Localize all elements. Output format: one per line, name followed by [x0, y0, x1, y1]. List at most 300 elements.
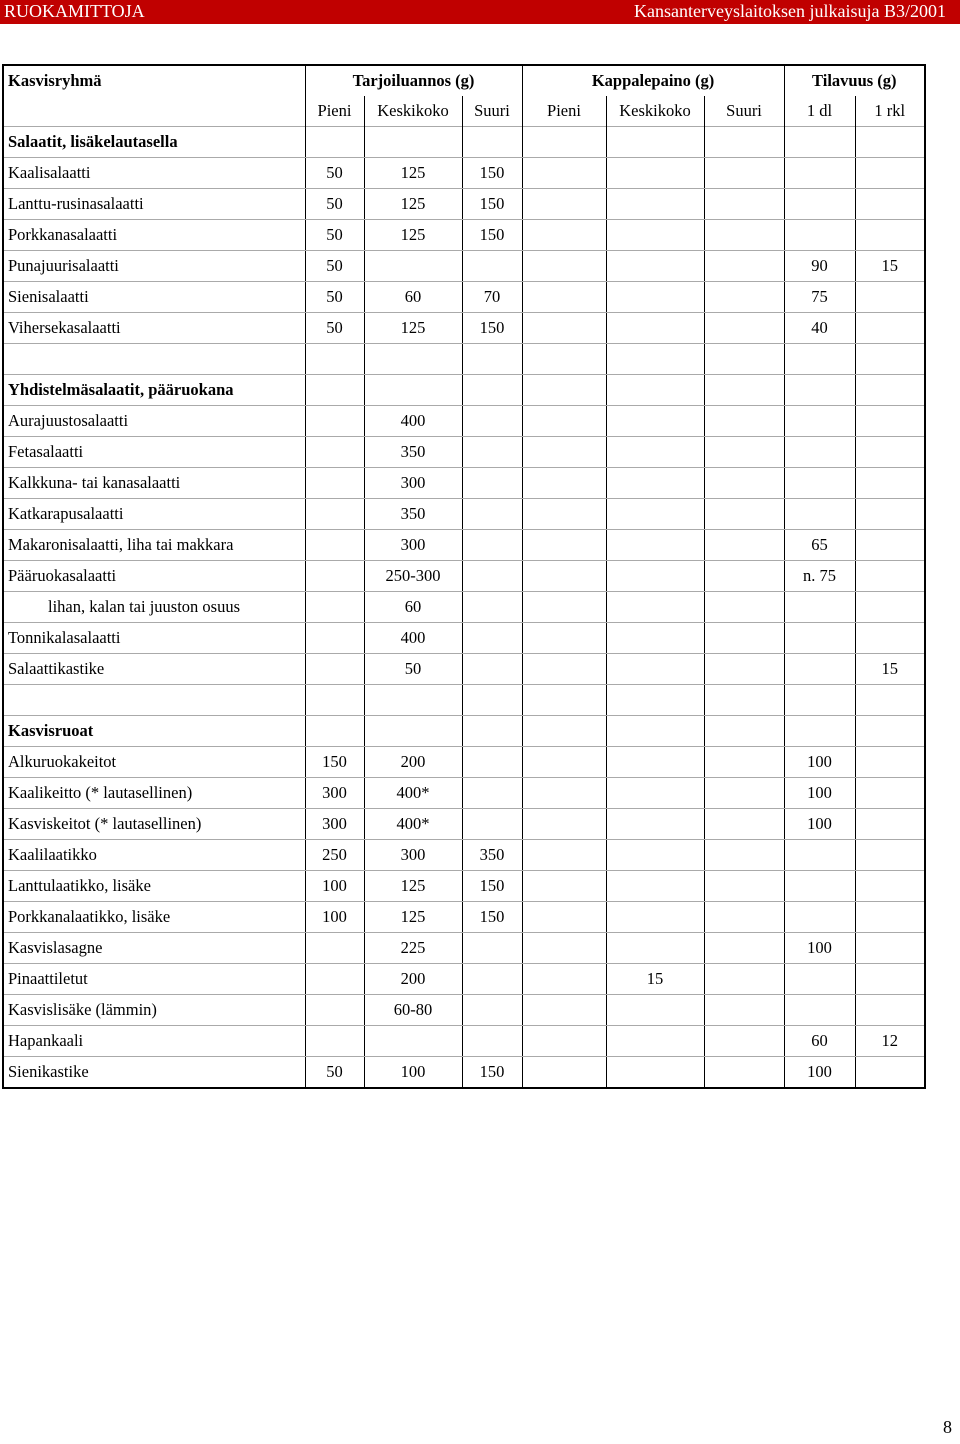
value-cell: [606, 530, 704, 561]
value-cell: [606, 437, 704, 468]
column-header-kappalepaino: Kappalepaino (g): [522, 65, 784, 96]
value-cell: [606, 561, 704, 592]
value-cell: [704, 158, 784, 189]
value-cell: 50: [305, 313, 364, 344]
value-cell: [606, 1026, 704, 1057]
value-cell: [855, 127, 925, 158]
value-cell: [855, 530, 925, 561]
value-cell: [606, 933, 704, 964]
value-cell: [606, 902, 704, 933]
value-cell: 300: [364, 840, 462, 871]
value-cell: [784, 127, 855, 158]
value-cell: 125: [364, 902, 462, 933]
food-name: Porkkanalaatikko, lisäke: [3, 902, 305, 933]
value-cell: [522, 654, 606, 685]
value-cell: 400*: [364, 778, 462, 809]
food-name: Kasviskeitot (* lautasellinen): [3, 809, 305, 840]
value-cell: [855, 902, 925, 933]
value-cell: [462, 964, 522, 995]
table-row: [3, 499, 925, 530]
food-name: Pääruokasalaatti: [3, 561, 305, 592]
value-cell: 70: [462, 282, 522, 313]
value-cell: [704, 685, 784, 716]
value-cell: [522, 871, 606, 902]
value-cell: [305, 344, 364, 375]
value-cell: [784, 716, 855, 747]
value-cell: [522, 406, 606, 437]
spacer-row: [3, 344, 925, 375]
value-cell: [522, 747, 606, 778]
value-cell: [704, 995, 784, 1026]
value-cell: [305, 468, 364, 499]
table-row: [3, 623, 925, 654]
value-cell: [462, 406, 522, 437]
value-cell: [704, 592, 784, 623]
value-cell: [704, 747, 784, 778]
column-header-kasvisryhma: Kasvisryhmä: [3, 65, 305, 96]
value-cell: [462, 716, 522, 747]
value-cell: [462, 499, 522, 530]
value-cell: [522, 499, 606, 530]
value-cell: [855, 809, 925, 840]
value-cell: 150: [462, 158, 522, 189]
value-cell: [364, 127, 462, 158]
table-row: [3, 468, 925, 499]
value-cell: [704, 127, 784, 158]
food-name: Sienikastike: [3, 1057, 305, 1089]
value-cell: [462, 995, 522, 1026]
value-cell: [704, 499, 784, 530]
page-number: 8: [943, 1417, 952, 1437]
value-cell: [305, 406, 364, 437]
value-cell: [606, 189, 704, 220]
value-cell: 60: [364, 282, 462, 313]
table-row: [3, 778, 925, 809]
value-cell: [522, 189, 606, 220]
value-cell: [364, 344, 462, 375]
value-cell: 225: [364, 933, 462, 964]
value-cell: [704, 1026, 784, 1057]
value-cell: [606, 158, 704, 189]
value-cell: [305, 933, 364, 964]
value-cell: [784, 871, 855, 902]
food-name: Hapankaali: [3, 1026, 305, 1057]
food-name: Kaalisalaatti: [3, 158, 305, 189]
value-cell: [522, 468, 606, 499]
value-cell: [606, 344, 704, 375]
value-cell: 100: [784, 1057, 855, 1089]
value-cell: [855, 499, 925, 530]
value-cell: [784, 220, 855, 251]
food-name: Lanttulaatikko, lisäke: [3, 871, 305, 902]
value-cell: [522, 158, 606, 189]
value-cell: [704, 282, 784, 313]
table-row: [3, 871, 925, 902]
value-cell: [855, 933, 925, 964]
food-name: [3, 344, 305, 375]
value-cell: [704, 561, 784, 592]
sub-header-suuri: Suuri: [704, 96, 784, 127]
table-row: [3, 933, 925, 964]
sub-header-1rkl: 1 rkl: [855, 96, 925, 127]
page-header: [0, 0, 960, 24]
value-cell: [606, 778, 704, 809]
value-cell: [462, 933, 522, 964]
value-cell: [522, 623, 606, 654]
value-cell: [522, 964, 606, 995]
value-cell: [704, 437, 784, 468]
value-cell: [606, 871, 704, 902]
value-cell: 100: [784, 809, 855, 840]
value-cell: [704, 902, 784, 933]
food-name: Kaalilaatikko: [3, 840, 305, 871]
value-cell: 50: [305, 189, 364, 220]
table-row: [3, 809, 925, 840]
value-cell: [305, 437, 364, 468]
value-cell: [606, 747, 704, 778]
table-row: [3, 251, 925, 282]
value-cell: [606, 716, 704, 747]
value-cell: [606, 623, 704, 654]
value-cell: 50: [305, 282, 364, 313]
value-cell: [606, 282, 704, 313]
value-cell: 400: [364, 406, 462, 437]
value-cell: [522, 1026, 606, 1057]
food-name: Lanttu-rusinasalaatti: [3, 189, 305, 220]
value-cell: [305, 716, 364, 747]
value-cell: [784, 964, 855, 995]
value-cell: [855, 1057, 925, 1089]
value-cell: 100: [784, 747, 855, 778]
value-cell: 50: [305, 158, 364, 189]
value-cell: 300: [364, 468, 462, 499]
value-cell: [522, 995, 606, 1026]
value-cell: 100: [364, 1057, 462, 1089]
table-row: [3, 1057, 925, 1089]
table-row: [3, 840, 925, 871]
serving-size-table: [2, 64, 926, 1089]
value-cell: [305, 375, 364, 406]
value-cell: [704, 468, 784, 499]
value-cell: [364, 1026, 462, 1057]
value-cell: [305, 1026, 364, 1057]
value-cell: [305, 964, 364, 995]
value-cell: [462, 251, 522, 282]
food-name: Fetasalaatti: [3, 437, 305, 468]
value-cell: [522, 344, 606, 375]
value-cell: 200: [364, 964, 462, 995]
value-cell: 125: [364, 158, 462, 189]
value-cell: 150: [462, 871, 522, 902]
value-cell: [784, 344, 855, 375]
table-row: [3, 189, 925, 220]
sub-header-pieni: Pieni: [522, 96, 606, 127]
value-cell: 50: [305, 220, 364, 251]
value-cell: [704, 871, 784, 902]
value-cell: [522, 592, 606, 623]
food-name: [3, 685, 305, 716]
value-cell: 65: [784, 530, 855, 561]
value-cell: [855, 406, 925, 437]
value-cell: [855, 313, 925, 344]
sub-header-suuri: Suuri: [462, 96, 522, 127]
value-cell: [522, 716, 606, 747]
value-cell: [606, 840, 704, 871]
value-cell: [606, 809, 704, 840]
sub-header-pieni: Pieni: [305, 96, 364, 127]
table-sub-header-row: [3, 96, 925, 127]
sub-header-keskikoko: Keskikoko: [606, 96, 704, 127]
value-cell: 250: [305, 840, 364, 871]
value-cell: [305, 127, 364, 158]
value-cell: [784, 375, 855, 406]
value-cell: [784, 592, 855, 623]
value-cell: [462, 778, 522, 809]
header-title: RUOKAMITTOJA: [4, 1, 145, 21]
value-cell: [704, 840, 784, 871]
value-cell: [606, 220, 704, 251]
value-cell: 15: [606, 964, 704, 995]
value-cell: [522, 313, 606, 344]
value-cell: [522, 685, 606, 716]
value-cell: 125: [364, 220, 462, 251]
value-cell: 60: [364, 592, 462, 623]
value-cell: 200: [364, 747, 462, 778]
value-cell: 150: [305, 747, 364, 778]
value-cell: [462, 561, 522, 592]
value-cell: 50: [305, 1057, 364, 1089]
value-cell: [606, 375, 704, 406]
food-name: Kasvislisäke (lämmin): [3, 995, 305, 1026]
section-header-row: [3, 375, 925, 406]
value-cell: [855, 561, 925, 592]
section-header-row: [3, 716, 925, 747]
value-cell: [305, 561, 364, 592]
table-row: [3, 282, 925, 313]
value-cell: 40: [784, 313, 855, 344]
value-cell: [704, 189, 784, 220]
value-cell: [855, 220, 925, 251]
value-cell: [855, 437, 925, 468]
value-cell: [855, 282, 925, 313]
value-cell: 15: [855, 251, 925, 282]
value-cell: [462, 437, 522, 468]
value-cell: [522, 561, 606, 592]
table-row: [3, 220, 925, 251]
value-cell: 50: [364, 654, 462, 685]
table-row: [3, 654, 925, 685]
value-cell: [522, 251, 606, 282]
table-row: [3, 902, 925, 933]
value-cell: [784, 158, 855, 189]
value-cell: 400: [364, 623, 462, 654]
value-cell: [704, 344, 784, 375]
value-cell: [606, 685, 704, 716]
value-cell: [522, 902, 606, 933]
value-cell: [606, 654, 704, 685]
table-row: [3, 313, 925, 344]
table-group-header-row: [3, 65, 925, 96]
value-cell: [522, 933, 606, 964]
value-cell: 125: [364, 871, 462, 902]
value-cell: [704, 313, 784, 344]
value-cell: [606, 251, 704, 282]
table-row: [3, 406, 925, 437]
value-cell: [462, 468, 522, 499]
value-cell: 100: [305, 871, 364, 902]
value-cell: [462, 654, 522, 685]
value-cell: [522, 220, 606, 251]
value-cell: [784, 840, 855, 871]
value-cell: [305, 654, 364, 685]
value-cell: 100: [305, 902, 364, 933]
sub-header-1dl: 1 dl: [784, 96, 855, 127]
value-cell: 150: [462, 1057, 522, 1089]
value-cell: 60-80: [364, 995, 462, 1026]
value-cell: [784, 623, 855, 654]
value-cell: 12: [855, 1026, 925, 1057]
value-cell: 125: [364, 313, 462, 344]
value-cell: [784, 406, 855, 437]
value-cell: 100: [784, 778, 855, 809]
value-cell: [704, 716, 784, 747]
value-cell: [606, 406, 704, 437]
food-name: Katkarapusalaatti: [3, 499, 305, 530]
value-cell: [855, 623, 925, 654]
value-cell: 350: [364, 499, 462, 530]
value-cell: [364, 685, 462, 716]
value-cell: 125: [364, 189, 462, 220]
food-name: Punajuurisalaatti: [3, 251, 305, 282]
food-name: Makaronisalaatti, liha tai makkara: [3, 530, 305, 561]
value-cell: [522, 778, 606, 809]
value-cell: [855, 716, 925, 747]
value-cell: [364, 251, 462, 282]
value-cell: [784, 189, 855, 220]
table-row: [3, 995, 925, 1026]
value-cell: [606, 499, 704, 530]
value-cell: [606, 313, 704, 344]
food-name: Vihersekasalaatti: [3, 313, 305, 344]
sub-header-keskikoko: Keskikoko: [364, 96, 462, 127]
table-row: [3, 747, 925, 778]
value-cell: 100: [784, 933, 855, 964]
value-cell: [305, 623, 364, 654]
table-row: [3, 592, 925, 623]
food-name: Porkkanasalaatti: [3, 220, 305, 251]
value-cell: 350: [364, 437, 462, 468]
table-row: [3, 437, 925, 468]
food-name: Kaalikeitto (* lautasellinen): [3, 778, 305, 809]
value-cell: [784, 902, 855, 933]
value-cell: 60: [784, 1026, 855, 1057]
value-cell: 90: [784, 251, 855, 282]
sub-header-blank: [3, 96, 305, 127]
value-cell: [462, 685, 522, 716]
table-row: [3, 158, 925, 189]
food-name: lihan, kalan tai juuston osuus: [3, 592, 305, 623]
value-cell: [704, 809, 784, 840]
value-cell: [784, 437, 855, 468]
value-cell: [606, 592, 704, 623]
column-header-tarjoiluannos: Tarjoiluannos (g): [305, 65, 522, 96]
value-cell: [364, 375, 462, 406]
value-cell: [855, 344, 925, 375]
value-cell: [704, 623, 784, 654]
value-cell: [855, 840, 925, 871]
value-cell: [855, 189, 925, 220]
food-name: Pinaattiletut: [3, 964, 305, 995]
value-cell: [522, 437, 606, 468]
value-cell: [305, 499, 364, 530]
value-cell: [462, 375, 522, 406]
value-cell: 250-300: [364, 561, 462, 592]
value-cell: [462, 530, 522, 561]
value-cell: [704, 220, 784, 251]
value-cell: [462, 623, 522, 654]
value-cell: [462, 127, 522, 158]
value-cell: [784, 685, 855, 716]
value-cell: [522, 127, 606, 158]
value-cell: [855, 468, 925, 499]
value-cell: [305, 995, 364, 1026]
food-name: Sienisalaatti: [3, 282, 305, 313]
value-cell: [784, 468, 855, 499]
value-cell: 400*: [364, 809, 462, 840]
value-cell: [855, 592, 925, 623]
value-cell: [855, 685, 925, 716]
value-cell: 150: [462, 220, 522, 251]
value-cell: n. 75: [784, 561, 855, 592]
value-cell: 300: [305, 778, 364, 809]
value-cell: [305, 592, 364, 623]
table-row: [3, 530, 925, 561]
header-publication: Kansanterveyslaitoksen julkaisuja B3/2001: [634, 1, 946, 21]
value-cell: [855, 964, 925, 995]
value-cell: [784, 654, 855, 685]
food-name: Salaattikastike: [3, 654, 305, 685]
value-cell: 300: [305, 809, 364, 840]
value-cell: [855, 158, 925, 189]
value-cell: [522, 840, 606, 871]
value-cell: 350: [462, 840, 522, 871]
value-cell: [855, 871, 925, 902]
value-cell: [522, 375, 606, 406]
value-cell: [704, 778, 784, 809]
value-cell: 150: [462, 313, 522, 344]
value-cell: [704, 406, 784, 437]
table-row: [3, 1026, 925, 1057]
table-row: [3, 561, 925, 592]
value-cell: [704, 251, 784, 282]
value-cell: [305, 685, 364, 716]
value-cell: [522, 1057, 606, 1089]
column-header-tilavuus: Tilavuus (g): [784, 65, 925, 96]
value-cell: [364, 716, 462, 747]
value-cell: [522, 530, 606, 561]
value-cell: 150: [462, 902, 522, 933]
value-cell: 75: [784, 282, 855, 313]
value-cell: [855, 995, 925, 1026]
value-cell: [784, 499, 855, 530]
food-name: Aurajuustosalaatti: [3, 406, 305, 437]
value-cell: [462, 747, 522, 778]
value-cell: [462, 1026, 522, 1057]
value-cell: 300: [364, 530, 462, 561]
value-cell: [606, 468, 704, 499]
section-title: Kasvisruoat: [3, 716, 305, 747]
value-cell: [462, 809, 522, 840]
